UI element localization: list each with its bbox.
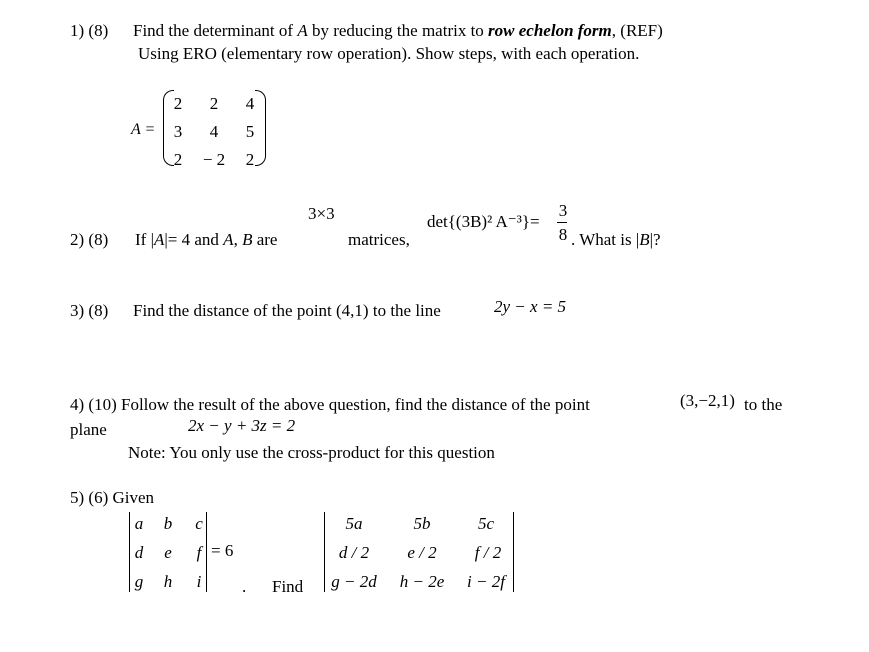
- q1-matrix: [163, 88, 273, 168]
- q2-statement: [135, 231, 277, 248]
- matrix-cell: 5: [245, 122, 255, 141]
- det-cell: 5a: [345, 514, 363, 533]
- det-cell: h − 2e: [399, 572, 445, 591]
- det-cell: e / 2: [407, 543, 437, 562]
- q2-question: [571, 231, 661, 248]
- det-cell: g: [134, 572, 144, 591]
- det-cell: b: [163, 514, 173, 533]
- matrix-cell: 2: [173, 94, 183, 113]
- q1-line1-a: Find the determinant of: [133, 21, 298, 40]
- q2-var-A2: A: [223, 230, 234, 249]
- matrix-cell: 2: [245, 150, 255, 169]
- matrix-cell: 4: [209, 122, 219, 141]
- q5-dot: .: [242, 577, 247, 596]
- q2-frac-den: 8: [558, 225, 568, 244]
- q1-var-A: A: [297, 21, 308, 40]
- det-cell: h: [163, 572, 173, 591]
- q3-text: Find the distance of the point (4,1) to the line: [133, 301, 441, 320]
- det-cell: c: [195, 514, 203, 533]
- matrix-cell: 2: [173, 150, 183, 169]
- q1-line1-b: by reducing the matrix to: [307, 21, 489, 40]
- q5-det1-value: = 6: [211, 541, 234, 560]
- q4-plane: plane: [70, 420, 107, 439]
- q2-label: 2) (8): [70, 230, 109, 249]
- q2-what-b: |?: [649, 230, 661, 249]
- q1-line1-c: , (REF): [611, 21, 663, 40]
- q2-comma: ,: [233, 230, 243, 249]
- q1-label: 1) (8): [70, 21, 109, 40]
- matrix-cell: 4: [245, 94, 255, 113]
- q5-find: Find: [272, 577, 304, 596]
- q2-frac-bar: [557, 222, 567, 223]
- det-cell: 5c: [477, 514, 495, 533]
- q1-line1: [133, 22, 663, 39]
- q2-var-B: B: [242, 230, 253, 249]
- det-cell: d: [134, 543, 144, 562]
- det-cell: f / 2: [474, 543, 502, 562]
- q4-plane-equation: 2x − y + 3z = 2: [188, 416, 296, 435]
- q4-to-the: to the: [744, 395, 783, 414]
- q2-what-a: . What is |: [571, 230, 640, 249]
- q2-what-B: B: [639, 230, 650, 249]
- det-cell: a: [134, 514, 144, 533]
- q2-var-A: A: [153, 230, 165, 249]
- q2-are: are: [252, 230, 278, 249]
- q2-frac-num: 3: [558, 201, 568, 220]
- q5-det2: [324, 508, 524, 594]
- matrix-cell: 2: [209, 94, 219, 113]
- q3-line-equation: 2y − x = 5: [494, 297, 567, 316]
- q4-note: Note: You only use the cross-product for this question: [128, 443, 495, 462]
- q5-det2-left-bar: [324, 512, 325, 592]
- q5-det1: [128, 508, 218, 594]
- det-cell: e: [164, 543, 172, 562]
- q2-matrices: matrices,: [348, 230, 410, 249]
- q2-if: If |: [135, 230, 154, 249]
- q3-label: 3) (8): [70, 301, 109, 320]
- q2-eq4: |= 4 and: [164, 230, 224, 249]
- det-cell: g − 2d: [331, 572, 377, 591]
- q4-point: (3,−2,1): [680, 391, 735, 410]
- q5-label: 5) (6) Given: [70, 488, 155, 507]
- matrix-cell: − 2: [202, 150, 226, 169]
- matrix-cell: 3: [173, 122, 183, 141]
- q2-dims: 3×3: [308, 204, 335, 223]
- det-cell: i: [196, 572, 202, 591]
- det-cell: d / 2: [338, 543, 370, 562]
- det-cell: i − 2f: [467, 572, 505, 591]
- q1-matrix-label: A =: [131, 121, 156, 138]
- q2-fraction: [556, 202, 570, 244]
- q4-line1: 4) (10) Follow the result of the above question, find the distance of the point: [70, 395, 590, 414]
- det-cell: f: [196, 543, 202, 562]
- q2-det-expression: det{(3B)² A⁻³}=: [427, 212, 540, 231]
- q1-line2: Using ERO (elementary row operation). Show steps, with each operation.: [138, 44, 640, 63]
- det-cell: 5b: [413, 514, 431, 533]
- q1-ref-term: row echelon form: [488, 21, 612, 40]
